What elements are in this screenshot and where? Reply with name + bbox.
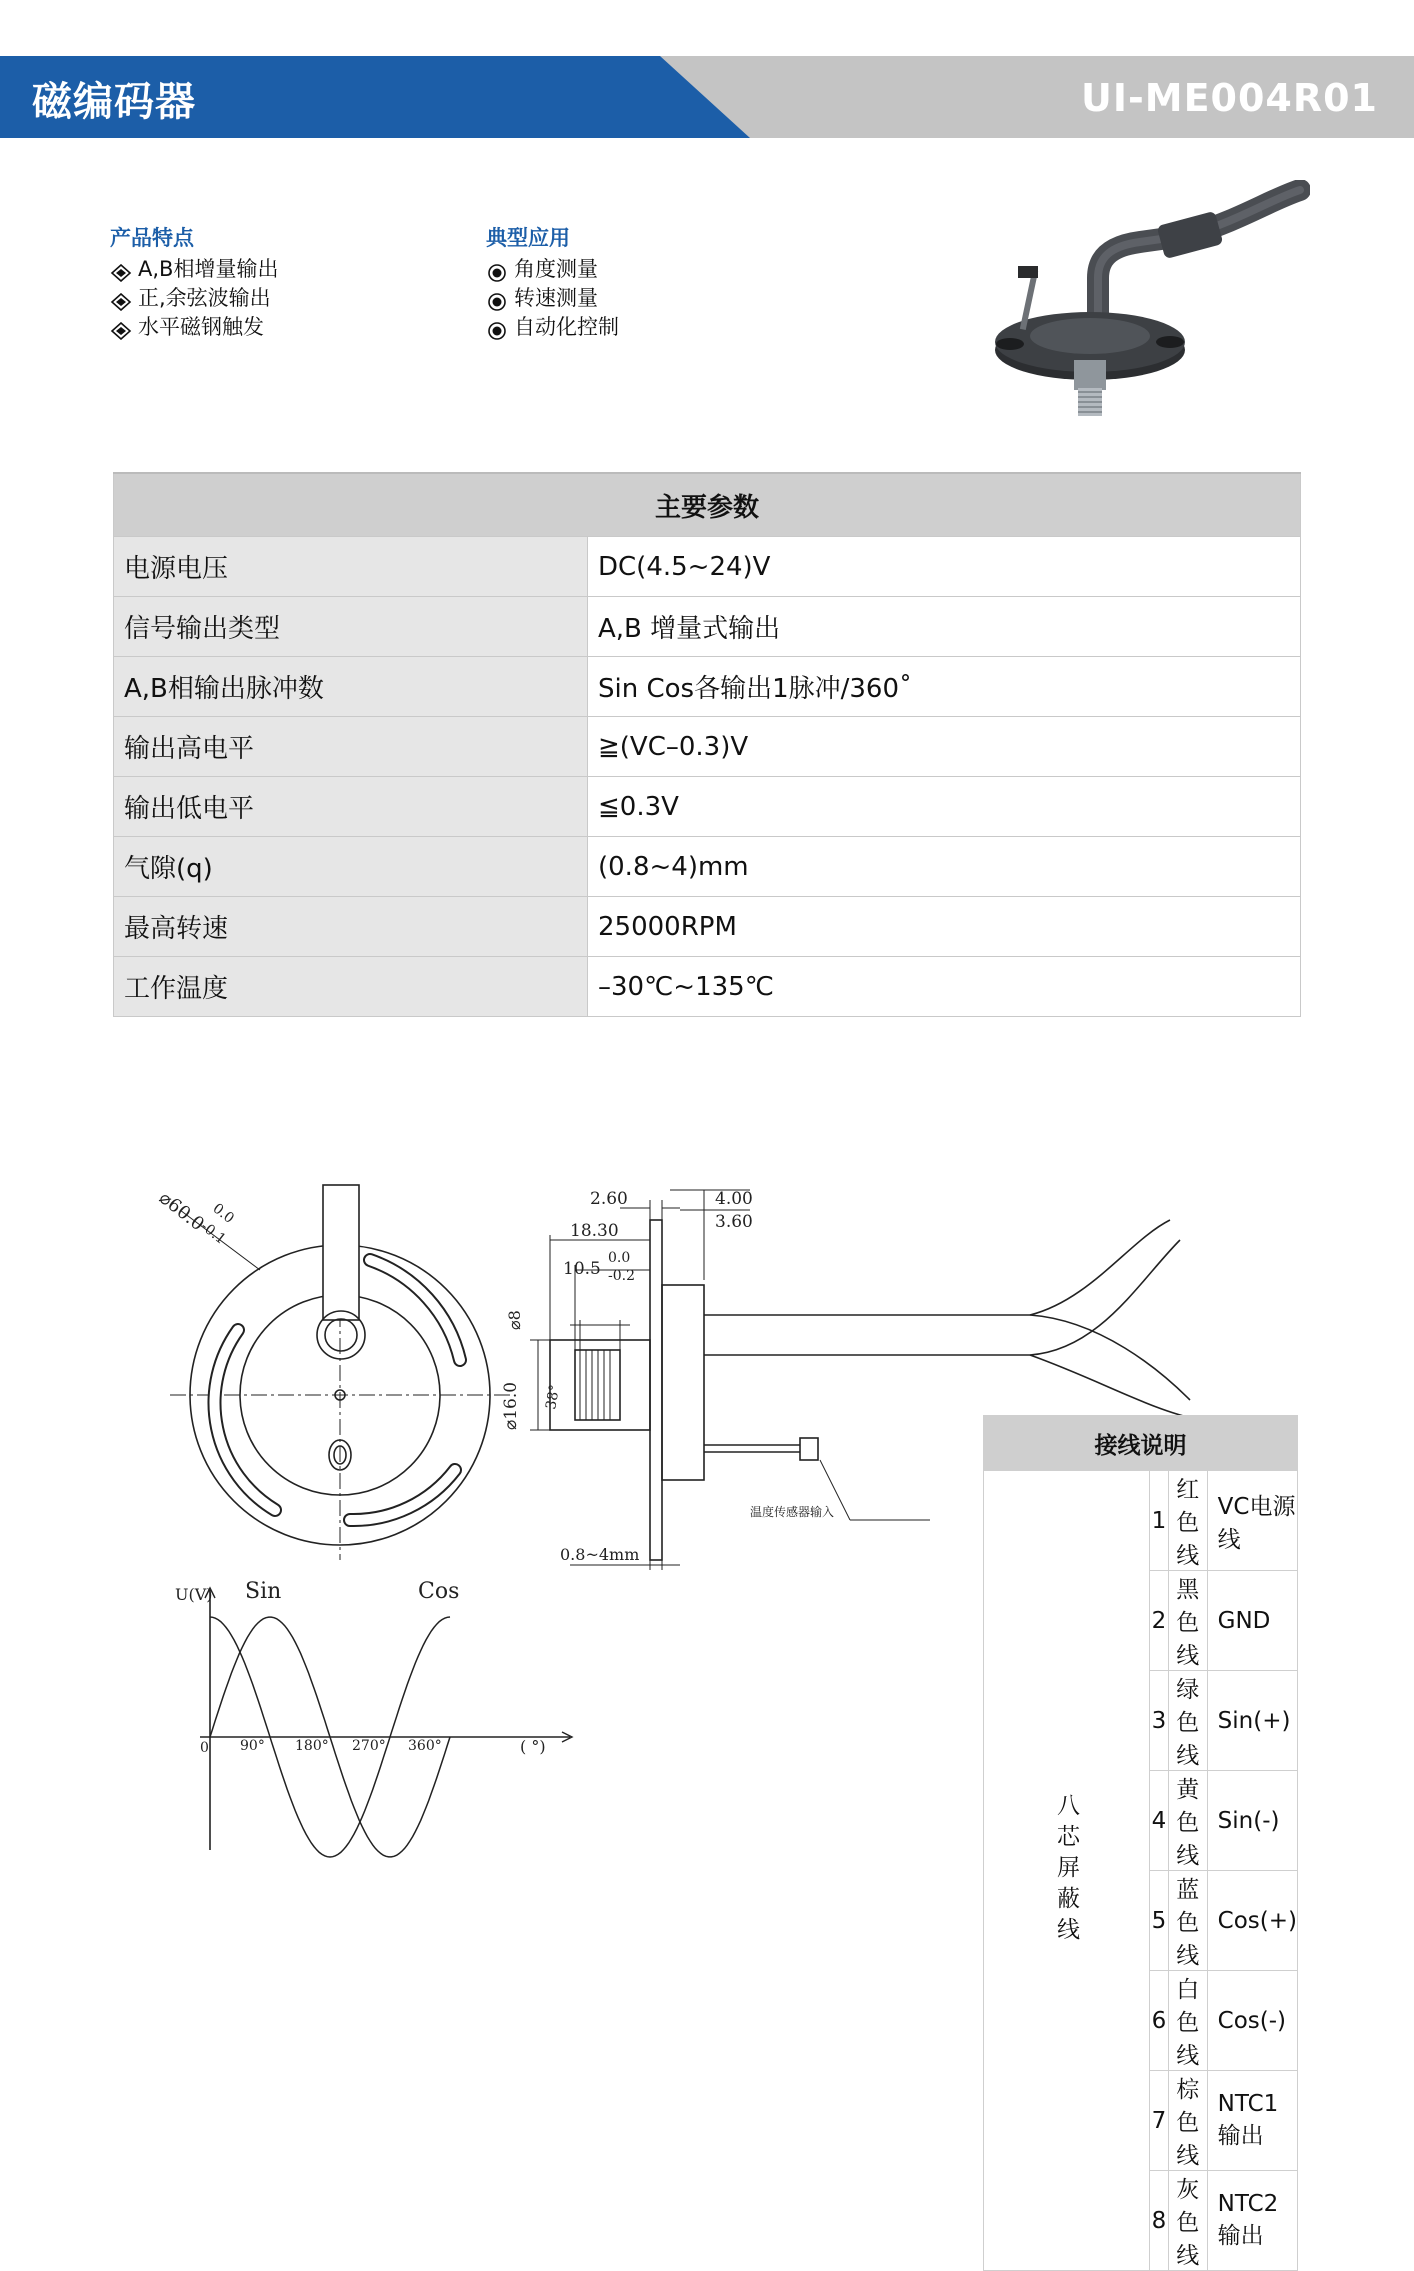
table-row [114,597,1301,657]
diamond-bullet-icon [110,319,132,337]
wave-tick: 360° [408,1738,442,1754]
feature-text: A,B相增量输出 [138,257,279,281]
wave-tick: 90° [240,1738,265,1754]
table-row [114,717,1301,777]
param-value: A,B 增量式输出 [588,597,1301,657]
wire-color: 灰色线 [1168,2171,1207,2271]
wave-tick: 180° [295,1738,329,1754]
dim-outer-diameter: ⌀60.0 [154,1187,208,1236]
list-item [486,255,619,284]
wave-unit: ( °) [520,1737,546,1756]
param-key: 信号输出类型 [114,597,588,657]
dim-angle: 38° [543,1383,564,1411]
wire-color: 棕色线 [1168,2071,1207,2171]
wire-color: 绿色线 [1168,1671,1207,1771]
application-text: 自动化控制 [514,315,619,339]
param-value: –30℃~135℃ [588,957,1301,1017]
wave-y-label: U(V) [175,1585,213,1604]
sensor-input-label: 温度传感器输入 [750,1505,835,1519]
params-table [113,472,1301,1017]
dim-10-5-tol-b: -0.2 [608,1268,635,1284]
table-row [114,777,1301,837]
circle-bullet-icon [486,319,508,337]
dim-phi8: ⌀8 [505,1310,524,1330]
application-text: 转速测量 [514,286,598,310]
wire-function: GND [1207,1571,1297,1671]
wire-color: 白色线 [1168,1971,1207,2071]
diamond-bullet-icon [110,290,132,308]
wire-function: NTC2输出 [1207,2171,1297,2271]
param-value: ≦0.3V [588,777,1301,837]
application-text: 角度测量 [514,257,598,281]
param-key: A,B相输出脉冲数 [114,657,588,717]
wire-number: 4 [1150,1771,1169,1871]
param-value: 25000RPM [588,897,1301,957]
wire-color: 蓝色线 [1168,1871,1207,1971]
features-title: 产品特点 [110,226,194,250]
waveform-plot [175,1579,572,1857]
wire-function: Sin(-) [1207,1771,1297,1871]
dim-gap: 0.8~4mm [560,1545,640,1564]
wiring-table [983,1415,1298,2271]
wiring-title: 接线说明 [984,1416,1298,1471]
param-key: 输出高电平 [114,717,588,777]
wire-number: 1 [1150,1471,1169,1571]
features-list [110,255,278,342]
product-image [970,180,1310,430]
table-row [114,957,1301,1017]
applications-title: 典型应用 [486,226,570,250]
param-key: 输出低电平 [114,777,588,837]
list-item [486,313,619,342]
wire-number: 3 [1150,1671,1169,1771]
wire-number: 6 [1150,1971,1169,2071]
wire-function: Sin(+) [1207,1671,1297,1771]
param-key: 电源电压 [114,537,588,597]
dim-10-5-tol-a: 0.0 [608,1250,631,1266]
list-item [110,313,278,342]
dim-phi16: ⌀16.0 [501,1381,521,1430]
wire-function: Cos(+) [1207,1871,1297,1971]
dim-18-30: 18.30 [570,1221,619,1241]
table-row [114,897,1301,957]
circle-bullet-icon [486,261,508,279]
param-value: (0.8~4)mm [588,837,1301,897]
wire-color: 黑色线 [1168,1571,1207,1671]
circle-bullet-icon [486,290,508,308]
wire-number: 2 [1150,1571,1169,1671]
diamond-bullet-icon [110,261,132,279]
dim-10-5: 10.5 [563,1259,601,1279]
wire-number: 7 [1150,2071,1169,2171]
wiring-group-label: 八芯屏蔽线 [984,1471,1150,2271]
wire-function: Cos(-) [1207,1971,1297,2071]
front-view [155,1185,510,1560]
param-key: 最高转速 [114,897,588,957]
model-number: UI-ME004R01 [1080,76,1378,120]
param-value: ≧(VC–0.3)V [588,717,1301,777]
list-item [110,284,278,313]
wire-color: 红色线 [1168,1471,1207,1571]
page-title: 磁编码器 [32,79,196,125]
wave-tick: 270° [352,1738,386,1754]
dim-tol-upper: 0.0 [209,1200,237,1227]
dim-tol-lower: -0.1 [197,1218,229,1248]
wave-tick: 0 [200,1740,209,1756]
list-item [110,255,278,284]
list-item [486,284,619,313]
feature-text: 水平磁钢触发 [138,315,264,339]
table-row [114,537,1301,597]
wire-color: 黄色线 [1168,1771,1207,1871]
wire-function: VC电源线 [1207,1471,1297,1571]
param-value: Sin Cos各输出1脉冲/360˚ [588,657,1301,717]
dim-3-60: 3.60 [715,1212,753,1232]
feature-text: 正,余弦波输出 [138,286,271,310]
table-row [114,657,1301,717]
wave-cos-label: Cos [418,1579,460,1604]
wire-number: 5 [1150,1871,1169,1971]
applications-list [486,255,619,342]
table-row [984,1471,1298,1571]
dim-4-00: 4.00 [715,1189,753,1209]
param-value: DC(4.5~24)V [588,537,1301,597]
dim-2-60: 2.60 [590,1189,628,1209]
wire-function: NTC1输出 [1207,2071,1297,2171]
wire-number: 8 [1150,2171,1169,2271]
param-key: 气隙(q) [114,837,588,897]
wave-sin-label: Sin [245,1579,282,1604]
param-key: 工作温度 [114,957,588,1017]
params-title: 主要参数 [114,473,1301,537]
table-row [114,837,1301,897]
